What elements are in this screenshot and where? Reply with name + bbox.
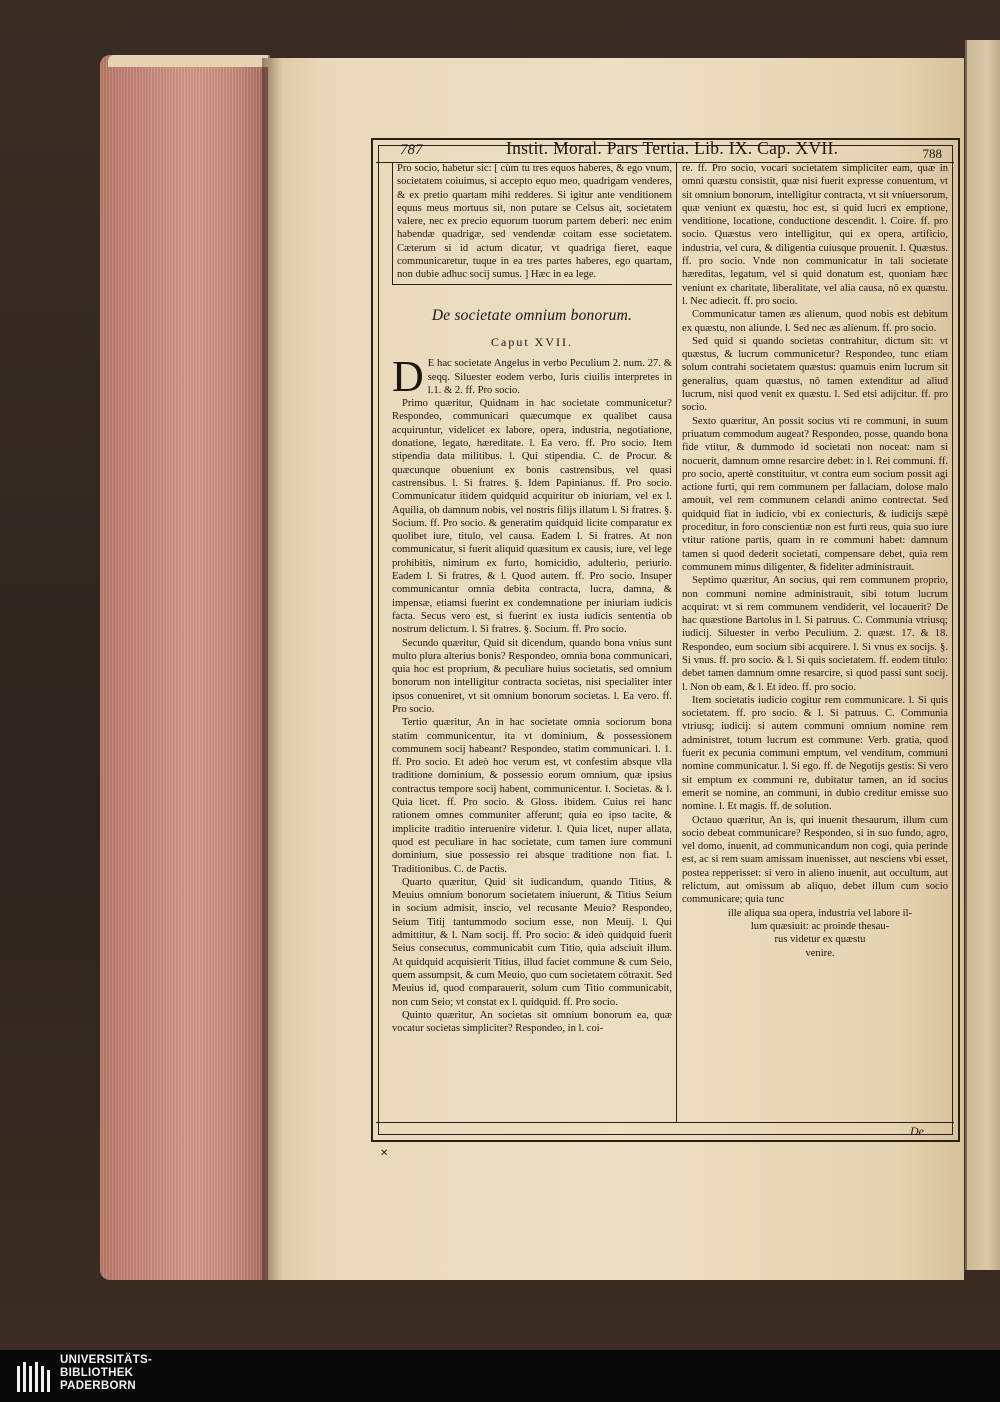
- chapter-heading: Caput XVII.: [491, 334, 573, 349]
- page-number-left: 787: [400, 142, 423, 158]
- running-title: Instit. Moral. Pars Tertia. Lib. IX. Cap. XVII.: [506, 138, 839, 158]
- paragraph: Primo quæritur, Quidnam in hac societate communicetur? Respondeo, communicari quæcumque ex qualibet causa acquiruntur, videlicet ex labore, opera, industria, negotiatione, donatione, legato, hæreditate. l. Ea vero. ff. Pro socio. Item stipendia data militibus. l. Qui stipendia. C. de Procur. & quæcunque obueniunt ex bonis castrensibus, vel quasi castrensibus. l. Si fratres. §. Idem Papinianus. ff. Pro socio. Communicatur itidem quidquid acquiritur ob iniuriam, vel ex l. Aquilia, ob damnum nobis, vel nostris filijs illatum l. Si fratres. §. Socium. ff. Pro socio. & generatim quidquid licite comparatur ex quolibet iure, titulo, vel causa. Eadem l. Si fratres. At non communicatur, si fuerit aliquid quæsitum ex causis, iure, vel lege prohibitis, nimirum ex furto, homicidio, adulterio, periurio. Eadem l. Si fratres, & l. Quod autem. ff. Pro socio. Insuper communicantur omnia debita contracta, lucra, damna, & impensæ, etiamsi fuerint ex condemnatione per iniuriam iudicis facta. Secus vero est, si fuerint ex iusta iudicis sententia ob nostrum delictum. l. Si fratres. §. Socium. ff. Pro socio.: [392, 398, 672, 636]
- page-number-right: 788: [922, 146, 942, 161]
- logo-line: PADERBORN: [60, 1380, 136, 1392]
- library-logo-text: [60, 1354, 152, 1393]
- left-column: [392, 162, 672, 1035]
- paragraph-text: E hac societate Angelus in verbo Peculium 2. num. 27. & seqq. Siluester eodem verbo, Iuris ciuilis interpretes in l.1. & 2. ff. Pro socio.: [427, 358, 672, 396]
- paragraph: Secundo quæritur, Quid sit dicendum, quando bona vnius sunt multo plura alterius bonis? Respondeo, omnia bona communicari, quia hoc est proprium, & peculiare huius societatis, sed omnium bonorum non intelligitur contracta societas, nisi specialiter inter ipsos conueniret, vt sit omnium bonorum societas. l. Ea vero. ff. Pro socio.: [392, 637, 672, 715]
- right-column: [682, 162, 948, 960]
- book-fore-edge: [100, 55, 270, 1280]
- paragraph: [392, 352, 672, 402]
- paragraph: Item societatis iudicio cogitur rem communicare. l. Si quis societatem. ff. pro socio. & l. Si patruus. C. Communia vtriusq; iudicij: si autem communi omnium nomine rem administret, totum lucrum est commune: Verb. gratia, quod fuerit ex pecunia communi emptum, vel venditum, communi nomine communicatur. l. Si ego. ff. de Negotijs gestis: Si vero sit emptum ex communi re, dubitatur tamen, an id socius emerit se nomine, an communi, in dubio creditur emisse suo nomine. l. Et magis. ff. de solution.: [682, 694, 948, 813]
- running-header: [376, 138, 956, 162]
- column-rule: [676, 162, 677, 1122]
- library-logo-icon: [14, 1356, 54, 1396]
- logo-line: UNIVERSITÄTS-: [60, 1354, 153, 1366]
- tapered-line: rus videtur ex quæstu: [774, 934, 866, 946]
- paragraph: Tertio quæritur, An in hac societate omnia sociorum bona statim communicentur, ita vt dominium, & possessionem communem socij habeant? Respondeo, statim communicari. l. 1. ff. Pro socio. Et adeò hoc verum est, vt confestim absque vlla traditione dominium, & possessio eorum omnium, quæ ipsius contractus tempore socij habent, communicentur. l. Societas. & l. Quia licet. ff. Pro socio. & Gloss. ibidem. Cuius rei hanc rationem omnes communiter afferunt; quia eo ipso tacite, & implicite traditio interuenire videtur. l. Quia licet, nuper allata, quod est peculiare in hac societate, cum tamen iure communi dominium, siue possessio rei absque traditione non fiat. l. Traditionibus. C. de Pactis.: [392, 717, 672, 875]
- drop-cap: D: [392, 352, 424, 402]
- paragraph: Sexto quæritur, An possit socius vti re communi, in suum priuatum commodum augeat? Respondeo, posse, quando bona fide vtitur, & dummodo id societati non noceat: nam si nocuerit, damnum omne resarcire debet: in l. Rei communi. ff. pro socio, apertè constituitur, vt contra eum socium possit agi actione furti, qui rem communem per fallaciam, dolose malo amouit, vel rem communem celandi animo contrectat. Sed quidquid fiat in iudicio, vbi ex coniecturis, & iudicijs sæpè proceditur, in foro conscientiæ non est furti reus, quia suo iure vtitur ratione partis, quam in re communi habet: damnum tamen si quod dederit societati, compensare debet, quia rem communem minus diligenter, & fideliter administrauit.: [682, 415, 948, 573]
- catchword: De: [910, 1124, 924, 1138]
- paragraph: Quinto quæritur, An societas sit omnium bonorum ea, quæ vocatur societas simpliciter? Respondeo, in l. coi-: [392, 1009, 672, 1035]
- quoted-passage: Pro socio, habetur sic: [ cùm tu tres equos haberes, & ego vnum, societatem coiuimus, si accepto equo meo, quadrigam venderes, & ex pretio quartam mihi redderes. Si igitur ante venditionem equus meus mortuus sit, non putare se Celsus ait, societatem valere, nec ex precio equorum tuorum partem deberi: nec enim habendæ quadrigæ, sed vendendæ coitam esse societatem. Cæterum si id actum dicatur, vt quadriga fieret, eaque communicaretur, tuque in ea tres partes haberes, ego quartam, non dubie adhuc socij sumus. ] Hæc in ea lege.: [392, 162, 672, 285]
- tapered-line: ille aliqua sua opera, industria vel labore il-: [727, 907, 913, 919]
- facing-page-edge: [965, 40, 1000, 1270]
- logo-line: BIBLIOTHEK: [60, 1367, 134, 1379]
- bottom-rule: [376, 1122, 954, 1123]
- paragraph: Communicatur tamen æs alienum, quod nobis est debitum ex quæstu, non aliunde. l. Sed nec æs alienum. ff. pro socio.: [682, 309, 948, 334]
- tapered-line: lum quæsiuit: ac proinde thesau-: [750, 920, 890, 932]
- paragraph: Septimo quæritur, An socius, qui rem communem proprio, non communi nomine administrauit, sibi totum lucrum acquirat: vt si rem communem vendiderit, vel locauerit? De hac quæstione Bartolus in l. Si patruus. C. Communia vtriusq; iudicij. Siluester in verbo Peculium. 2. quæst. 17. & 18. Respondeo, eum socium sibi acquirere. l. Si vnus ex socijs. §. Si vnus. ff. pro socio. & l. Si quis societatem. ff. eodem titulo: debet tamen damnum omne resarcire, si quod passi sunt socij. l. Non ob eam, & l. Et ideo. ff. pro socio.: [682, 575, 948, 693]
- page-mark: ✕: [380, 1148, 389, 1159]
- paragraph: Quarto quæritur, Quid sit iudicandum, quando Titius, & Meuius omnium bonorum societatem iniuerunt, & Titius Seium in socium admisit, inscio, vel recusante Meuio? Respondeo, Seium Titij tantummodo socium esse, non Meuij. l. Qui admittitur, & l. Nam socij. ff. Pro socio: & ideò quidquid fuerit Seius consecutus, communicabit cum Titio, quia adsciuit illum. At quidquid acquisierit Titius, illud faciet commune & cum Seio, quem assumpsit, & cum Meuio, quo cum societatem cötraxit. Sed Meuius id, quod comparauerit, solum cum Titio communicabit, non cum Seio; vt constat ex l. quidquid. ff. Pro socio.: [392, 876, 672, 1008]
- paragraph: Sed quid si quando societas contrahitur, dictum sit: vt quæstus, & lucrum communicetur? Respondeo, tunc etiam solum contrahi societatem quæstus: quamuis enim lucrum sit generalius, quam quæstus, nō tamen extenditur ad aliud lucrum, nisi quod venit ex quæstu. l. Sed etsi adijcitur. ff. pro socio.: [682, 335, 948, 414]
- paragraph: re. ff. Pro socio, vocari societatem simpliciter eam, quæ in omni quæstu consistit, quæ nisi fuerit expresse conuentum, vt sit omnium bonorum, intelligitur contracta, vt sit vniuersorum, quæ veniunt ex quæstu, hoc est, si quid lucri ex emptione, venditione, locatione, conductione descendit. l. Coire. ff. pro socio. Quæstus vero intelligitur, qui ex opera, artificio, industria, vel cura, & diligentia cuiusque prouenit. l. Quæstus. ff. pro socio. Vnde non communicatur in tali societate hæreditas, legatum, vel si quid donatum est, quoniam hæc veniunt ex charitate, liberalitate, vel alia causa, nō ex quæstu. l. Nec adiecit. ff. pro socio.: [682, 163, 948, 307]
- section-title: De societate omnium bonorum.: [431, 306, 633, 324]
- paragraph: Octauo quæritur, An is, qui inuenit thesaurum, illum cum socio debeat communicare? Respondeo, si in suo fundo, agro, vel domo, inuenit, ad communicandum non cogi, quia perinde est, ac si rem suam amissam inuenisset, aut nesciens vbi esset, postea repperisset: si vero in alieno inuenit, aut occultum, aut relictum, aut omissum ab aliquo, debet illum cum socio communicare; quia tunc: [682, 814, 948, 906]
- page-gutter-shadow: [262, 58, 282, 1280]
- book-top-edge: [108, 55, 268, 67]
- tapered-line: venire.: [805, 947, 835, 959]
